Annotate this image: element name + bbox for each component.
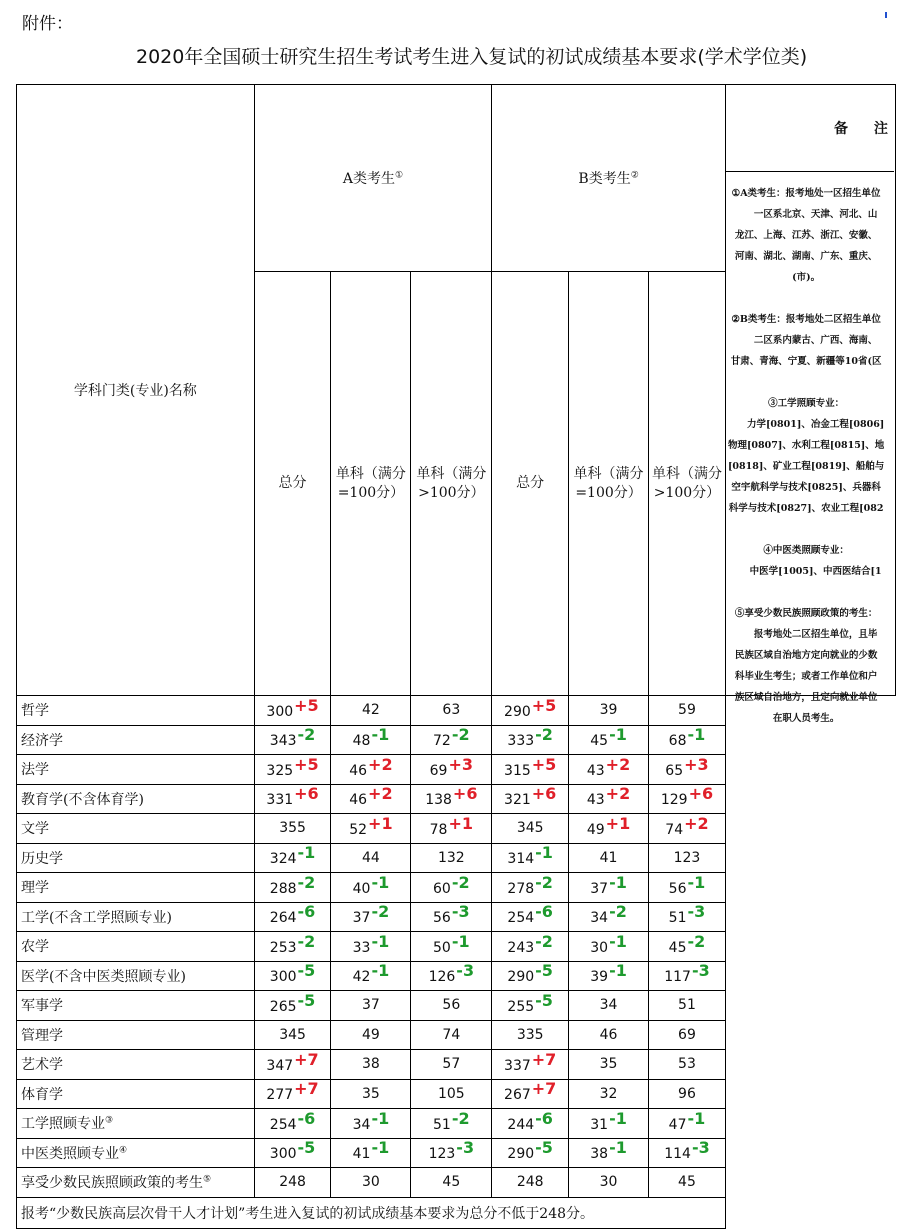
b-single-100-score: 34 xyxy=(569,991,649,1021)
a-single-gt100-score: 50-1 xyxy=(411,932,492,962)
page-title: 2020年全国硕士研究生招生考试考生进入复试的初试成绩基本要求(学术学位类) xyxy=(136,46,808,68)
b-total-score: 314-1 xyxy=(492,843,569,873)
a-total-header: 总分 xyxy=(254,272,331,696)
b-single-gt100-score: 123 xyxy=(649,843,726,873)
subject-name: 管理学 xyxy=(17,1020,255,1050)
a-single-gt100-score: 57 xyxy=(411,1050,492,1080)
a-single-100-score: 52+1 xyxy=(331,814,411,844)
b-total-score: 244-6 xyxy=(492,1109,569,1139)
b-single-gt100-score: 53 xyxy=(649,1050,726,1080)
a-single-gt100-score: 72-2 xyxy=(411,725,492,755)
note-line: 报考地处二区招生单位，且毕 xyxy=(734,629,878,640)
change-badge: +6 xyxy=(294,784,319,804)
change-badge: -2 xyxy=(535,872,553,892)
a-single-100-score: 48-1 xyxy=(331,725,411,755)
a-single-100-score: 40-1 xyxy=(331,873,411,903)
b-single100-header: 单科（满分 =100分） xyxy=(569,272,649,696)
change-badge: +5 xyxy=(294,695,319,715)
a-single-100-score: 34-1 xyxy=(331,1109,411,1139)
change-badge: +7 xyxy=(294,1079,319,1099)
b-single-100-score: 43+2 xyxy=(569,755,649,785)
note-line: 科毕业生考生；或者工作单位和户 xyxy=(734,671,878,682)
note-line: 河南、湖北、湖南、广东、重庆、 xyxy=(734,251,878,262)
a-single-gt100-score: 132 xyxy=(411,843,492,873)
b-single-gt100-score: 129+6 xyxy=(649,784,726,814)
table-row xyxy=(17,1050,896,1080)
b-single-gt100-score: 96 xyxy=(649,1079,726,1109)
note-line: (市)。 xyxy=(792,272,821,283)
b-single-100-score: 30-1 xyxy=(569,932,649,962)
b-single-100-score: 41 xyxy=(569,843,649,873)
note-line: 一区系北京、天津、河北、山 xyxy=(734,209,878,220)
table-row xyxy=(17,961,896,991)
table-row xyxy=(17,1138,896,1168)
b-total-score: 267+7 xyxy=(492,1079,569,1109)
b-total-score: 290+5 xyxy=(492,696,569,726)
change-badge: -3 xyxy=(456,961,475,981)
change-badge: -1 xyxy=(297,843,316,863)
b-total-score: 321+6 xyxy=(492,784,569,814)
change-badge: -2 xyxy=(297,725,316,745)
b-single-gt100-score: 51-3 xyxy=(649,902,726,932)
b-single-gt100-score: 69 xyxy=(649,1020,726,1050)
a-total-score: 331+6 xyxy=(254,784,331,814)
a-total-score: 343-2 xyxy=(254,725,331,755)
a-single-100-score: 33-1 xyxy=(331,932,411,962)
subject-name: 医学(不含中医类照顾专业) xyxy=(17,961,255,991)
b-total-score: 345 xyxy=(492,814,569,844)
b-single-gt100-header: 单科（满分 >100分） xyxy=(649,272,726,696)
a-total-score: 325+5 xyxy=(254,755,331,785)
change-badge: -2 xyxy=(451,725,470,745)
note-line: ①A类考生：报考地处一区招生单位 xyxy=(731,188,881,199)
a-single-100-score: 35 xyxy=(331,1079,411,1109)
a-single100-header: 单科（满分 =100分） xyxy=(331,272,411,696)
change-badge: -1 xyxy=(371,725,390,745)
change-badge: -2 xyxy=(609,902,627,922)
subject-name: 军事学 xyxy=(17,991,255,1021)
subject-name: 哲学 xyxy=(17,696,255,726)
b-single-gt100-score: 59 xyxy=(649,696,726,726)
change-badge: +5 xyxy=(531,754,557,774)
note-line: ③工学照顾专业： xyxy=(768,398,845,409)
change-badge: -1 xyxy=(371,1138,390,1158)
note-line: 在职人员考生。 xyxy=(772,713,840,724)
subject-name: 农学 xyxy=(17,932,255,962)
b-single-100-score: 43+2 xyxy=(569,784,649,814)
change-badge: -2 xyxy=(297,931,316,951)
change-badge: +6 xyxy=(531,784,557,804)
a-single-100-score: 49 xyxy=(331,1020,411,1050)
table-row xyxy=(17,1109,896,1139)
change-badge: -5 xyxy=(297,961,316,981)
b-total-score: 290-5 xyxy=(492,1138,569,1168)
change-badge: -1 xyxy=(687,725,706,745)
a-single-gt100-score: 74 xyxy=(411,1020,492,1050)
b-total-score: 255-5 xyxy=(492,991,569,1021)
change-badge: -6 xyxy=(297,902,316,922)
b-single-gt100-score: 68-1 xyxy=(649,725,726,755)
footer-note: 报考“少数民族高层次骨干人才计划”考生进入复试的初试成绩基本要求为总分不低于248分。 xyxy=(17,1197,726,1228)
a-single-100-score: 46+2 xyxy=(331,784,411,814)
change-badge: -3 xyxy=(456,1138,475,1158)
a-single-gt100-score: 56 xyxy=(411,991,492,1021)
change-badge: -2 xyxy=(451,1108,470,1128)
a-total-score: 324-1 xyxy=(254,843,331,873)
change-badge: -3 xyxy=(691,961,710,981)
change-badge: -1 xyxy=(609,1138,627,1158)
a-total-score: 355 xyxy=(254,814,331,844)
note-line xyxy=(728,372,884,393)
note-line: 族区域自治地方，且定向就业单位 xyxy=(734,692,878,703)
change-badge: +6 xyxy=(452,784,478,804)
b-single-gt100-score: 47-1 xyxy=(649,1109,726,1139)
change-badge: -3 xyxy=(687,902,706,922)
note-line: 民族区域自治地方定向就业的少数 xyxy=(734,650,878,661)
notes-header: 备注 xyxy=(833,121,914,137)
change-badge: -1 xyxy=(609,725,627,745)
a-total-score: 248 xyxy=(254,1168,331,1198)
note-line xyxy=(728,288,884,309)
subject-name: 艺术学 xyxy=(17,1050,255,1080)
note-line: 科学与技术[0827]、农业工程[082 xyxy=(728,503,884,514)
change-badge: +2 xyxy=(368,754,393,774)
b-single-gt100-score: 45-2 xyxy=(649,932,726,962)
b-single-100-score: 30 xyxy=(569,1168,649,1198)
b-total-score: 243-2 xyxy=(492,932,569,962)
change-badge: +7 xyxy=(294,1049,319,1069)
note-line: 二区系内蒙古、广西、海南、 xyxy=(734,335,878,346)
change-badge: +1 xyxy=(368,813,393,833)
a-single-gt100-score: 78+1 xyxy=(411,814,492,844)
change-badge: +6 xyxy=(688,784,714,804)
a-single-gt100-score: 45 xyxy=(411,1168,492,1198)
a-single-gt100-score: 63 xyxy=(411,696,492,726)
subject-name: 历史学 xyxy=(17,843,255,873)
notes-text xyxy=(728,183,884,729)
b-single-100-score: 31-1 xyxy=(569,1109,649,1139)
note-line: 空宇航科学与技术[0825]、兵器科 xyxy=(731,482,881,493)
table-row xyxy=(17,784,896,814)
b-total-score: 254-6 xyxy=(492,902,569,932)
a-total-score: 300-5 xyxy=(254,961,331,991)
table-row xyxy=(17,991,896,1021)
b-single-100-score: 45-1 xyxy=(569,725,649,755)
b-single-gt100-score: 117-3 xyxy=(649,961,726,991)
subject-name: 法学 xyxy=(17,755,255,785)
subject-name: 工学照顾专业③ xyxy=(17,1109,255,1139)
a-group-header: A类考生① xyxy=(254,85,492,272)
a-single-gt100-score: 126-3 xyxy=(411,961,492,991)
b-total-score: 337+7 xyxy=(492,1050,569,1080)
note-line: 甘肃、青海、宁夏、新疆等10省(区 xyxy=(730,356,882,367)
attachment-label: 附件： xyxy=(22,14,73,34)
subject-name: 享受少数民族照顾政策的考生⑤ xyxy=(17,1168,255,1198)
b-single-100-score: 34-2 xyxy=(569,902,649,932)
change-badge: +7 xyxy=(531,1049,557,1069)
change-badge: -6 xyxy=(297,1108,316,1128)
a-single-100-score: 46+2 xyxy=(331,755,411,785)
b-group-header: B类考生② xyxy=(492,85,726,272)
b-single-100-score: 37-1 xyxy=(569,873,649,903)
change-badge: -5 xyxy=(535,961,553,981)
table-row xyxy=(17,902,896,932)
change-badge: -1 xyxy=(609,931,627,951)
change-badge: -5 xyxy=(297,990,316,1010)
b-total-score: 315+5 xyxy=(492,755,569,785)
b-single-100-score: 35 xyxy=(569,1050,649,1080)
note-line: [0818]、矿业工程[0819]、船舶与 xyxy=(727,461,885,472)
a-single-gt100-score: 69+3 xyxy=(411,755,492,785)
change-badge: -2 xyxy=(535,931,553,951)
subject-name: 理学 xyxy=(17,873,255,903)
a-total-score: 345 xyxy=(254,1020,331,1050)
change-badge: -1 xyxy=(371,931,390,951)
change-badge: +2 xyxy=(684,813,709,833)
change-badge: -1 xyxy=(371,872,390,892)
a-single-gt100-score: 105 xyxy=(411,1079,492,1109)
note-line: ④中医类照顾专业： xyxy=(763,545,849,556)
subject-name: 体育学 xyxy=(17,1079,255,1109)
change-badge: +1 xyxy=(448,813,474,833)
b-single-100-score: 49+1 xyxy=(569,814,649,844)
note-line: ⑤享受少数民族照顾政策的考生： xyxy=(734,608,878,619)
a-single-100-score: 37-2 xyxy=(331,902,411,932)
note-line: ②B类考生：报考地处二区招生单位 xyxy=(731,314,881,325)
note-line: 物理[0807]、水利工程[0815]、地 xyxy=(727,440,885,451)
a-single-gt100-score: 138+6 xyxy=(411,784,492,814)
b-total-score: 290-5 xyxy=(492,961,569,991)
subject-name: 工学(不含工学照顾专业) xyxy=(17,902,255,932)
a-total-score: 288-2 xyxy=(254,873,331,903)
note-line: 力学[0801]、冶金工程[0806] xyxy=(727,419,885,430)
b-single-100-score: 46 xyxy=(569,1020,649,1050)
change-badge: -1 xyxy=(371,1108,390,1128)
change-badge: -2 xyxy=(535,725,553,745)
change-badge: +2 xyxy=(605,754,631,774)
change-badge: +2 xyxy=(605,784,631,804)
a-single-100-score: 37 xyxy=(331,991,411,1021)
note-line xyxy=(728,519,884,540)
b-single-100-score: 39-1 xyxy=(569,961,649,991)
change-badge: +1 xyxy=(605,813,631,833)
change-badge: +5 xyxy=(294,754,319,774)
table-row xyxy=(17,873,896,903)
b-single-100-score: 38-1 xyxy=(569,1138,649,1168)
a-single-gt100-score: 56-3 xyxy=(411,902,492,932)
change-badge: -2 xyxy=(371,902,390,922)
subject-name: 经济学 xyxy=(17,725,255,755)
a-total-score: 254-6 xyxy=(254,1109,331,1139)
a-total-score: 265-5 xyxy=(254,991,331,1021)
a-total-score: 347+7 xyxy=(254,1050,331,1080)
change-badge: +2 xyxy=(368,784,393,804)
change-badge: -5 xyxy=(297,1138,316,1158)
table-row xyxy=(17,814,896,844)
a-single-100-score: 42-1 xyxy=(331,961,411,991)
change-badge: -2 xyxy=(687,931,706,951)
change-badge: -6 xyxy=(535,902,553,922)
change-badge: -1 xyxy=(609,872,627,892)
change-badge: -1 xyxy=(535,843,553,863)
a-single-gt100-score: 60-2 xyxy=(411,873,492,903)
b-single-gt100-score: 114-3 xyxy=(649,1138,726,1168)
a-single-100-score: 41-1 xyxy=(331,1138,411,1168)
a-total-score: 300-5 xyxy=(254,1138,331,1168)
table-row xyxy=(17,843,896,873)
score-table xyxy=(16,84,914,1229)
table-row xyxy=(17,1168,896,1198)
a-single-gt100-score: 123-3 xyxy=(411,1138,492,1168)
a-single-100-score: 38 xyxy=(331,1050,411,1080)
change-badge: -1 xyxy=(687,872,706,892)
change-badge: -3 xyxy=(691,1138,710,1158)
change-badge: +7 xyxy=(531,1079,557,1099)
change-badge: -2 xyxy=(297,872,316,892)
subject-name: 中医类照顾专业④ xyxy=(17,1138,255,1168)
change-badge: -1 xyxy=(609,1108,627,1128)
a-single-100-score: 30 xyxy=(331,1168,411,1198)
change-badge: -5 xyxy=(535,1138,553,1158)
change-badge: +3 xyxy=(448,754,474,774)
notes-column xyxy=(725,85,914,724)
change-badge: -6 xyxy=(535,1108,553,1128)
b-single-gt100-score: 56-1 xyxy=(649,873,726,903)
table-row xyxy=(17,1020,896,1050)
change-badge: -1 xyxy=(451,931,470,951)
b-single-gt100-score: 74+2 xyxy=(649,814,726,844)
change-badge: +3 xyxy=(684,754,709,774)
b-single-gt100-score: 65+3 xyxy=(649,755,726,785)
a-single-gt100-score: 51-2 xyxy=(411,1109,492,1139)
b-single-100-score: 39 xyxy=(569,696,649,726)
b-single-gt100-score: 45 xyxy=(649,1168,726,1198)
a-total-score: 264-6 xyxy=(254,902,331,932)
a-total-score: 253-2 xyxy=(254,932,331,962)
change-badge: -5 xyxy=(535,990,553,1010)
a-single-100-score: 42 xyxy=(331,696,411,726)
change-badge: -1 xyxy=(687,1108,706,1128)
change-badge: +5 xyxy=(531,695,557,715)
table-row xyxy=(17,755,896,785)
a-total-score: 277+7 xyxy=(254,1079,331,1109)
table-row xyxy=(17,932,896,962)
edge-mark xyxy=(885,12,887,18)
table-row xyxy=(17,725,896,755)
change-badge: -1 xyxy=(371,961,390,981)
subject-name: 文学 xyxy=(17,814,255,844)
b-total-score: 248 xyxy=(492,1168,569,1198)
subject-column-header: 学科门类(专业)名称 xyxy=(17,85,255,696)
a-single-gt100-header: 单科（满分 >100分） xyxy=(411,272,492,696)
note-line xyxy=(728,582,884,603)
change-badge: -2 xyxy=(451,872,470,892)
subject-name: 教育学(不含体育学) xyxy=(17,784,255,814)
a-total-score: 300+5 xyxy=(254,696,331,726)
b-total-header: 总分 xyxy=(492,272,569,696)
a-single-100-score: 44 xyxy=(331,843,411,873)
b-single-100-score: 32 xyxy=(569,1079,649,1109)
b-total-score: 335 xyxy=(492,1020,569,1050)
b-total-score: 278-2 xyxy=(492,873,569,903)
b-total-score: 333-2 xyxy=(492,725,569,755)
note-line: 中医学[1005]、中西医结合[1 xyxy=(730,566,882,577)
change-badge: -3 xyxy=(451,902,470,922)
b-single-gt100-score: 51 xyxy=(649,991,726,1021)
change-badge: -1 xyxy=(609,961,627,981)
table-row xyxy=(17,1079,896,1109)
note-line: 龙江、上海、江苏、浙江、安徽、 xyxy=(734,230,878,241)
